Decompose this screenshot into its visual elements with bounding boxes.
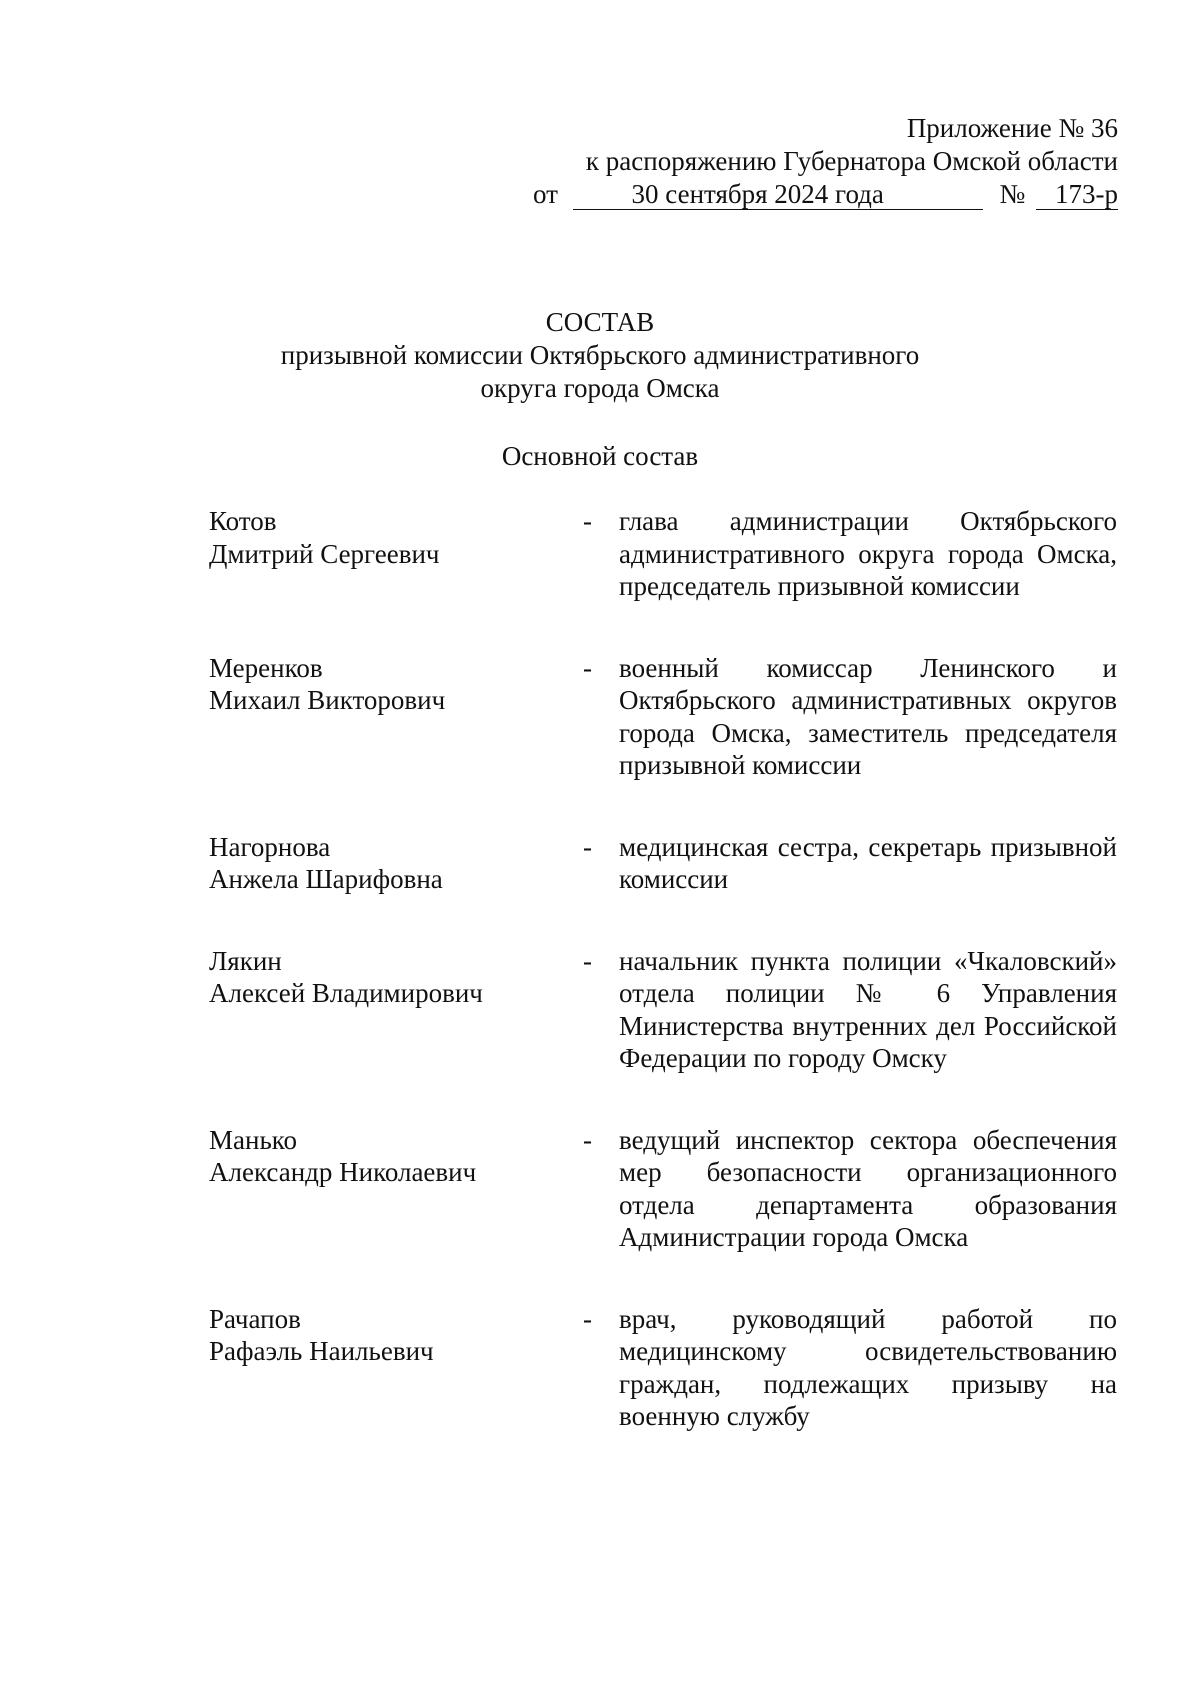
member-item	[209, 1124, 1117, 1254]
appendix-order-reference: к распоряжению Губернатора Омской области	[585, 146, 1118, 176]
member-role: ведущий инспектор сектора обеспечения мер безопасности организационного отдела департамента образования Администрации города Омска	[619, 1124, 1117, 1252]
appendix-number: Приложение № 36	[906, 113, 1118, 143]
member-role: врач, руководящий работой по медицинскому освидетельствованию граждан, подлежащих призыву на военную службу	[619, 1303, 1117, 1431]
title-line-1: СОСТАВ	[545, 307, 655, 337]
member-name	[209, 1124, 583, 1254]
member-name	[209, 652, 583, 782]
document-title	[0, 306, 1200, 405]
member-surname: Лякин	[209, 945, 282, 976]
member-dash: -	[583, 1303, 592, 1334]
member-name	[209, 831, 583, 896]
members-list	[209, 505, 1117, 1433]
member-surname: Меренков	[209, 652, 323, 683]
member-dash: -	[583, 831, 592, 862]
title-line-3: округа города Омска	[480, 373, 720, 403]
member-name	[209, 505, 583, 603]
member-surname: Манько	[209, 1124, 298, 1155]
member-item	[209, 652, 1117, 782]
member-item	[209, 1303, 1117, 1433]
member-given-names: Дмитрий Сергеевич	[209, 538, 440, 569]
member-item	[209, 945, 1117, 1075]
section-label: Основной состав	[501, 441, 699, 471]
member-role: медицинская сестра, секретарь призывной комиссии	[619, 831, 1117, 894]
member-dash: -	[583, 945, 592, 976]
member-dash: -	[583, 506, 592, 536]
order-number: 173-р	[1036, 180, 1118, 210]
member-given-names: Александр Николаевич	[209, 1157, 477, 1187]
member-given-names: Михаил Викторович	[209, 685, 446, 715]
member-given-names: Алексей Владимирович	[209, 978, 483, 1008]
appendix-header	[533, 112, 1118, 211]
member-name	[209, 1303, 583, 1433]
number-sign: №	[999, 179, 1026, 209]
member-dash: -	[583, 652, 592, 683]
member-dash: -	[583, 1124, 592, 1155]
member-item	[209, 505, 1117, 603]
member-surname: Котов	[209, 506, 277, 536]
member-role: начальник пункта полиции «Чкаловский» отдела полиции № 6 Управления Министерства внутренних дел Российской Федерации по городу Омску	[619, 945, 1117, 1073]
member-item	[209, 831, 1117, 896]
member-given-names: Рафаэль Наильевич	[209, 1336, 434, 1366]
member-surname: Рачапов	[209, 1303, 301, 1334]
member-role: глава администрации Октябрьского административного округа города Омска, председатель призывной комиссии	[619, 506, 1117, 601]
member-given-names: Анжела Шарифовна	[209, 864, 443, 894]
member-role: военный комиссар Ленинского и Октябрьского административных округов города Омска, заместитель председателя призывной комиссии	[619, 652, 1117, 780]
date-prefix: от	[533, 179, 558, 209]
title-line-2: призывной комиссии Октябрьского административного	[280, 340, 920, 370]
member-name	[209, 945, 583, 1075]
member-surname: Нагорнова	[209, 831, 331, 862]
order-date: 30 сентября 2024 года	[573, 180, 983, 210]
appendix-date-line	[533, 178, 1118, 211]
